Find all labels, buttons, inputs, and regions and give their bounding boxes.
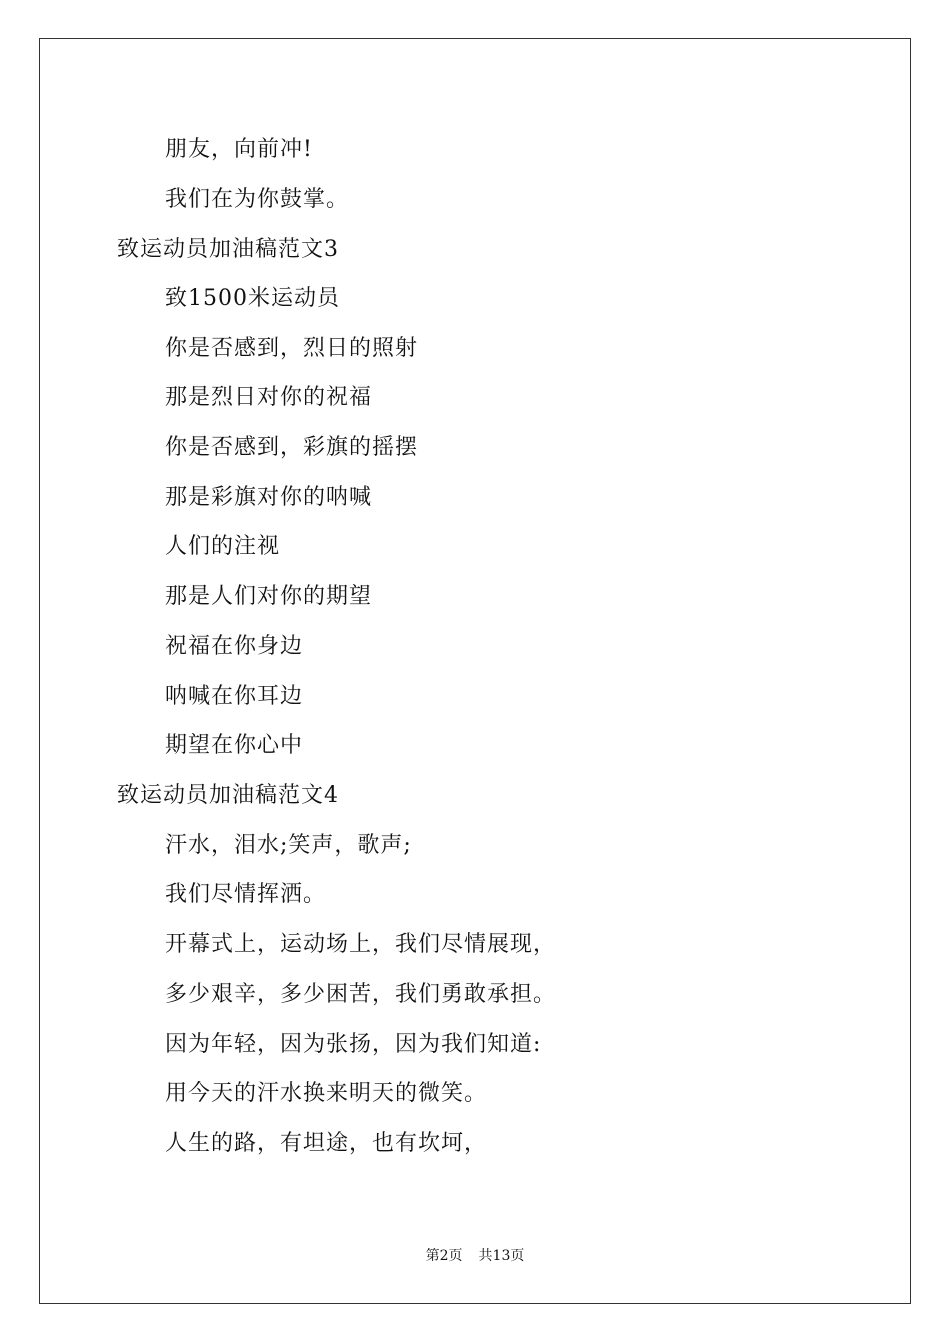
- poem-line: 多少艰辛，多少困苦，我们勇敢承担。: [165, 982, 557, 1007]
- page-footer: [0, 1246, 950, 1266]
- poem-line: 我们在为你鼓掌。: [165, 187, 350, 212]
- poem-line: 你是否感到，烈日的照射: [165, 336, 419, 361]
- poem-line: 朋友，向前冲!: [165, 137, 313, 162]
- poem-line: 人们的注视: [165, 534, 281, 559]
- poem-line: 用今天的汗水换来明天的微笑。: [165, 1081, 488, 1106]
- poem-line: 那是彩旗对你的呐喊: [165, 485, 373, 510]
- poem-line: 人生的路，有坦途，也有坎坷，: [165, 1131, 488, 1156]
- poem-line: 开幕式上，运动场上，我们尽情展现，: [165, 932, 557, 957]
- poem-line: 那是人们对你的期望: [165, 584, 373, 609]
- poem-line: 致1500米运动员: [165, 286, 340, 311]
- poem-line: 我们尽情挥洒。: [165, 882, 327, 907]
- poem-line: 汗水，泪水;笑声，歌声;: [165, 833, 412, 858]
- poem-line: 那是烈日对你的祝福: [165, 385, 373, 410]
- section-heading: 致运动员加油稿范文4: [117, 783, 339, 808]
- poem-line: 期望在你心中: [165, 733, 304, 758]
- poem-line: 因为年轻，因为张扬，因为我们知道:: [165, 1032, 542, 1057]
- page-total: 共13页: [478, 1248, 525, 1264]
- poem-line: 呐喊在你耳边: [165, 684, 304, 709]
- page-number: 第2页: [425, 1248, 463, 1264]
- section-heading: 致运动员加油稿范文3: [117, 237, 339, 262]
- poem-line: 祝福在你身边: [165, 634, 304, 659]
- poem-line: 你是否感到，彩旗的摇摆: [165, 435, 419, 460]
